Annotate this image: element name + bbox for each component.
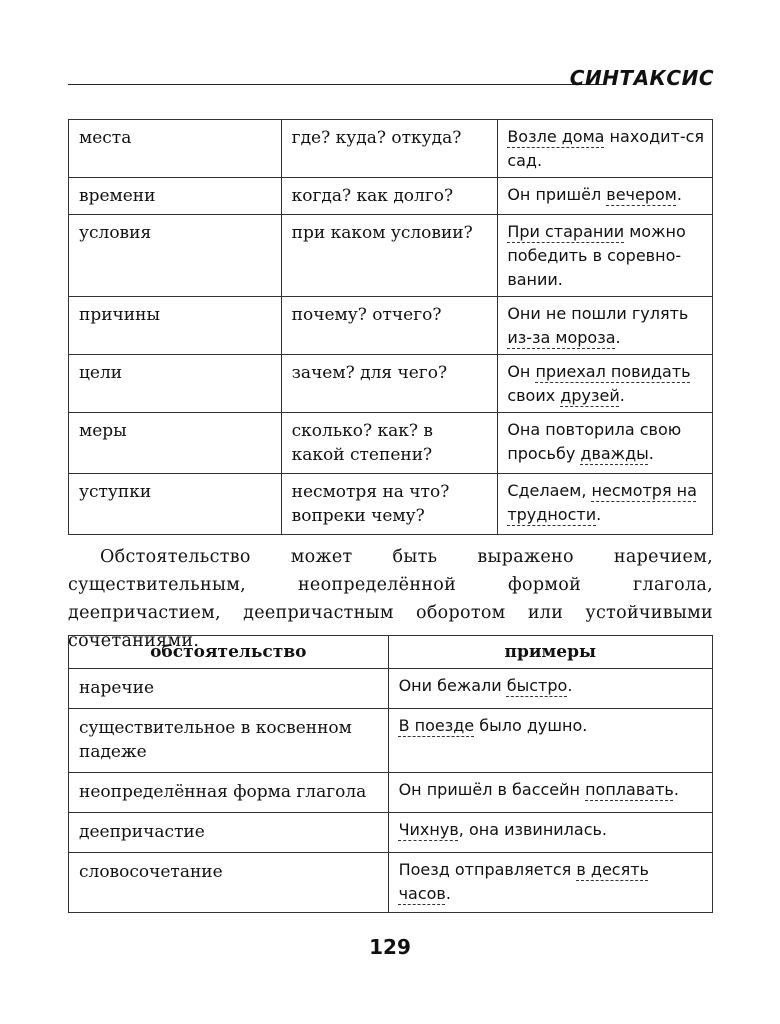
question-cell: почему? отчего?	[281, 297, 498, 355]
circumstance-word: приехал повидать	[535, 362, 691, 381]
example-cell	[498, 178, 713, 215]
table-row	[69, 215, 713, 297]
table-row	[69, 120, 713, 178]
example-text: .	[676, 185, 682, 204]
example-text: Он	[507, 362, 536, 381]
type-cell: уступки	[69, 474, 282, 535]
table-row	[69, 709, 713, 773]
question-cell: где? куда? откуда?	[281, 120, 498, 178]
example-text: .	[567, 676, 573, 695]
question-cell: зачем? для чего?	[281, 355, 498, 413]
question-cell: при каком условии?	[281, 215, 498, 297]
type-cell: причины	[69, 297, 282, 355]
section-title: СИНТАКСИС	[569, 66, 714, 90]
question-cell: когда? как долго?	[281, 178, 498, 215]
type-cell: места	[69, 120, 282, 178]
column-header-examples: примеры	[388, 636, 712, 669]
column-header-circumstance: обстоятельство	[69, 636, 389, 669]
example-text: .	[673, 780, 679, 799]
expression-forms-table	[68, 635, 713, 913]
circumstance-types-table	[68, 119, 713, 535]
example-text: Он пришёл в бассейн	[398, 780, 586, 799]
table-row	[69, 853, 713, 913]
circumstance-word: из-за мороза	[507, 328, 616, 347]
circumstance-word: Чихнув	[398, 820, 459, 839]
body-paragraph: Обстоятельство может быть выражено наречием, существительным, неопределённой формой глагола, деепричастием, деепричастным оборотом или устойчивыми сочетаниями.	[68, 547, 713, 651]
example-cell	[388, 773, 712, 813]
page-number: 129	[369, 935, 411, 959]
example-cell	[388, 669, 712, 709]
example-text: Он пришёл	[507, 185, 607, 204]
example-text: Сделаем,	[507, 481, 592, 500]
table-header-row	[69, 636, 713, 669]
example-cell	[388, 853, 712, 913]
kind-cell: деепричастие	[69, 813, 389, 853]
example-text: находит-ся сад.	[507, 127, 705, 170]
example-text: .	[619, 386, 625, 405]
circumstance-word: быстро	[506, 676, 568, 695]
example-text: Она повторила свою просьбу	[507, 420, 682, 463]
table-row	[69, 413, 713, 474]
example-text: было душно.	[474, 716, 588, 735]
table-row	[69, 474, 713, 535]
type-cell: условия	[69, 215, 282, 297]
circumstance-word: дважды	[580, 444, 649, 463]
type-cell: меры	[69, 413, 282, 474]
table-row	[69, 355, 713, 413]
example-cell	[498, 215, 713, 297]
kind-cell: существительное в косвенном падеже	[69, 709, 389, 773]
kind-cell: наречие	[69, 669, 389, 709]
kind-cell: словосочетание	[69, 853, 389, 913]
circumstance-word: вечером	[606, 185, 677, 204]
example-text: .	[615, 328, 621, 347]
example-cell	[498, 120, 713, 178]
page-header	[68, 62, 714, 92]
circumstance-word: Возле дома	[507, 127, 605, 146]
example-text: , она извинилась.	[458, 820, 608, 839]
example-text: .	[445, 884, 451, 903]
table-row	[69, 669, 713, 709]
circumstance-word: При старании	[507, 222, 625, 241]
example-cell	[498, 474, 713, 535]
kind-cell: неопределённая форма глагола	[69, 773, 389, 813]
table-row	[69, 773, 713, 813]
question-cell: несмотря на что? вопреки чему?	[281, 474, 498, 535]
example-text: .	[596, 505, 602, 524]
circumstance-word: несмотря на трудности	[507, 481, 697, 524]
example-cell	[498, 297, 713, 355]
example-text: .	[648, 444, 654, 463]
example-text: можно победить в соревно-вании.	[507, 222, 686, 289]
header-rule	[68, 84, 603, 85]
example-text: своих	[507, 386, 561, 405]
example-cell	[498, 355, 713, 413]
table-row	[69, 297, 713, 355]
table-row	[69, 813, 713, 853]
circumstance-word: в десять часов	[398, 860, 649, 903]
table-row	[69, 178, 713, 215]
circumstance-word: друзей	[560, 386, 620, 405]
circumstance-word: поплавать	[585, 780, 674, 799]
circumstance-word: В поезде	[398, 716, 475, 735]
example-cell	[498, 413, 713, 474]
example-text: Поезд отправляется	[398, 860, 577, 879]
example-text: Они бежали	[398, 676, 507, 695]
type-cell: времени	[69, 178, 282, 215]
question-cell: сколько? как? в какой степени?	[281, 413, 498, 474]
type-cell: цели	[69, 355, 282, 413]
example-cell	[388, 813, 712, 853]
example-text: Они не пошли гулять	[507, 304, 689, 323]
example-cell	[388, 709, 712, 773]
